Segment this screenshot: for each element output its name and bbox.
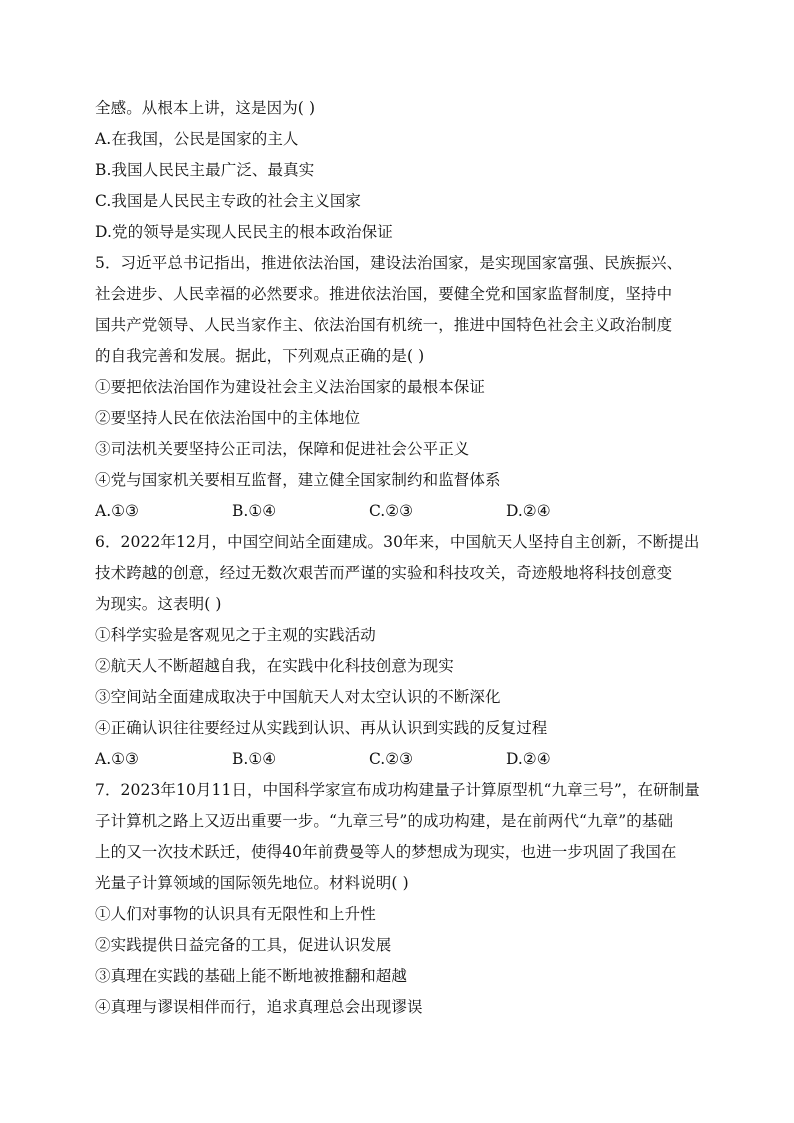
q6-choice-c: C.②③: [369, 750, 414, 768]
q6-statement-1: ①科学实验是客观见之于主观的实践活动: [95, 626, 376, 644]
q6-choice-d: D.②④: [506, 750, 551, 768]
q7-statement-3: ③真理在实践的基础上能不断地被推翻和超越: [95, 967, 408, 985]
q5-choice-c: C.②③: [369, 502, 414, 520]
q6-choice-b: B.①④: [232, 750, 277, 768]
q5-stem-line-1: 5．习近平总书记指出，推进依法治国，建设法治国家，是实现国家富强、民族振兴、: [95, 254, 683, 272]
q5-choice-d: D.②④: [506, 502, 551, 520]
q7-statement-2: ②实践提供日益完备的工具，促进认识发展: [95, 936, 392, 954]
q7-stem-line-4: 光量子计算领域的国际领先地位。材料说明( ): [95, 874, 409, 892]
q7-stem-line-3: 上的又一次技术跃迁，使得40年前费曼等人的梦想成为现实，也进一步巩固了我国在: [95, 843, 677, 861]
q6-statement-3: ③空间站全面建成取决于中国航天人对太空认识的不断深化: [95, 688, 501, 706]
q4-option-b: B.我国人民民主最广泛、最真实: [95, 161, 315, 179]
q4-option-c: C.我国是人民民主专政的社会主义国家: [95, 192, 362, 210]
q5-statement-3: ③司法机关要坚持公正司法，保障和促进社会公平正义: [95, 440, 470, 458]
q5-stem-line-4: 的自我完善和发展。据此，下列观点正确的是( ): [95, 347, 425, 365]
q5-statement-4: ④党与国家机关要相互监督，建立健全国家制约和监督体系: [95, 471, 501, 489]
q6-stem-line-3: 为现实。这表明( ): [95, 595, 222, 613]
q6-choices: [95, 744, 705, 775]
q5-choice-a: A.①③: [95, 502, 139, 520]
q5-stem-line-3: 国共产党领导、人民当家作主、依法治国有机统一，推进中国特色社会主义政治制度: [95, 316, 673, 334]
q5-choice-b: B.①④: [232, 502, 277, 520]
q4-option-a: A.在我国，公民是国家的主人: [95, 130, 299, 148]
q5-stem-line-2: 社会进步、人民幸福的必然要求。推进依法治国，要健全党和国家监督制度，坚持中: [95, 285, 673, 303]
q7-stem-line-2: 子计算机之路上又迈出重要一步。“九章三号”的成功构建，是在前两代“九章”的基础: [95, 812, 674, 830]
q5-statement-1: ①要把依法治国作为建设社会主义法治国家的最根本保证: [95, 378, 486, 396]
q7-stem-line-1: 7．2023年10月11日，中国科学家宣布成功构建量子计算原型机“九章三号”，在研制量: [95, 781, 700, 799]
q6-statement-4: ④正确认识往往要经过从实践到认识、再从认识到实践的反复过程: [95, 719, 548, 737]
q4-stem-tail: 全感。从根本上讲，这是因为( ): [95, 99, 316, 117]
q6-choice-a: A.①③: [95, 750, 139, 768]
q7-statement-4: ④真理与谬误相伴而行，追求真理总会出现谬误: [95, 998, 423, 1016]
q4-option-d: D.党的领导是实现人民民主的根本政治保证: [95, 223, 393, 241]
q6-stem-line-2: 技术跨越的创意，经过无数次艰苦而严谨的实验和科技攻关，奇迹般地将科技创意变: [95, 564, 673, 582]
q6-stem-line-1: 6．2022年12月，中国空间站全面建成。30年来，中国航天人坚持自主创新，不断提出: [95, 533, 700, 551]
exam-page: [95, 93, 705, 1023]
q5-statement-2: ②要坚持人民在依法治国中的主体地位: [95, 409, 361, 427]
q7-statement-1: ①人们对事物的认识具有无限性和上升性: [95, 905, 376, 923]
q6-statement-2: ②航天人不断超越自我，在实践中化科技创意为现实: [95, 657, 454, 675]
q5-choices: [95, 496, 705, 527]
